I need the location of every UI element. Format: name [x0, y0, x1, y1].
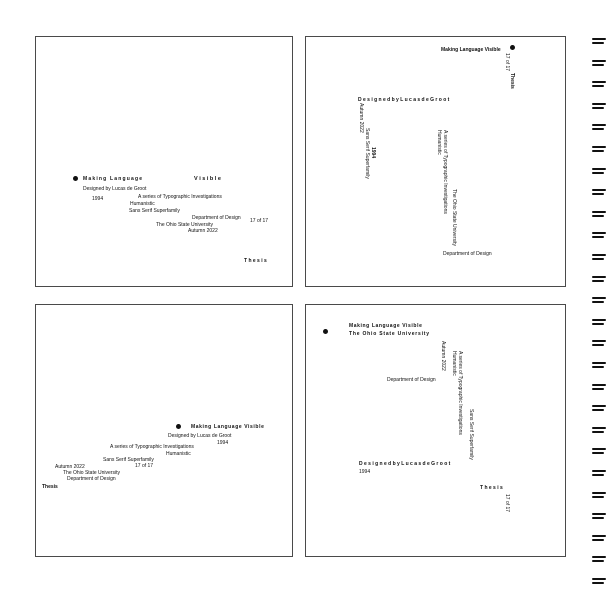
- binding-ring-icon: [592, 535, 608, 541]
- title-making-language-visible: Making Language Visible: [349, 323, 423, 329]
- university-text: The Ohio State University: [156, 222, 213, 228]
- humanistic-text: Humanistic: [130, 201, 155, 207]
- designed-by-text: D e s i g n e d b y L u c a s d e G r o o t: [358, 97, 450, 103]
- thesis-text: Thesis: [42, 484, 58, 490]
- title-making-language: Making Language: [83, 176, 144, 182]
- bullet-dot-icon: [510, 45, 515, 50]
- page-number-text: 17 of 17: [135, 463, 154, 469]
- title-making-language-visible: Making Language Visible: [441, 47, 501, 53]
- binding-ring-icon: [592, 168, 608, 174]
- layout-panel-4: [305, 304, 566, 557]
- superfamily-text: Sans Serif Superfamily: [468, 409, 474, 460]
- binding-ring-icon: [592, 276, 608, 282]
- autumn-text: Autumn 2022: [440, 341, 446, 371]
- binding-ring-icon: [592, 297, 608, 303]
- binding-ring-icon: [592, 60, 608, 66]
- layout-panel-1: [35, 36, 293, 287]
- series-text: A series of Typographic Investigations: [457, 351, 463, 435]
- layout-panel-3: [35, 304, 293, 557]
- university-text: The Ohio State University: [451, 189, 457, 246]
- binding-ring-icon: [592, 124, 608, 130]
- binding-ring-icon: [592, 38, 608, 44]
- autumn-text: Autumn 2022: [188, 228, 218, 234]
- binding-ring-icon: [592, 448, 608, 454]
- page-number-text: 17 of 17: [250, 218, 269, 224]
- page-number-text: 17 of 17: [504, 494, 510, 513]
- year-text: 1994: [370, 147, 376, 159]
- page-number-text: 17 of 17: [504, 53, 510, 72]
- binding-ring-icon: [592, 578, 608, 584]
- binding-ring-icon: [592, 189, 608, 195]
- binding-ring-icon: [592, 362, 608, 368]
- designed-by-text: Designed by Lucas de Groot: [83, 186, 147, 192]
- binding-ring-icon: [592, 513, 608, 519]
- university-text: The Ohio State University: [349, 331, 430, 337]
- autumn-text: Autumn 2022: [358, 103, 364, 133]
- university-text: The Ohio State University: [63, 470, 120, 476]
- binding-ring-icon: [592, 492, 608, 498]
- binding-ring-icon: [592, 340, 608, 346]
- superfamily-text: Sans Serif Superfamily: [364, 128, 370, 179]
- binding-ring-icon: [592, 232, 608, 238]
- bullet-dot-icon: [73, 176, 78, 181]
- designed-by-text: D e s i g n e d b y L u c a s d e G r o o t: [359, 461, 451, 467]
- binding-ring-icon: [592, 211, 608, 217]
- designed-by-text: Designed by Lucas de Groot: [168, 433, 232, 439]
- autumn-text: Autumn 2022: [55, 464, 85, 470]
- layout-panel-2: [305, 36, 566, 287]
- department-text: Department of Design: [67, 476, 116, 482]
- binding-ring-icon: [592, 81, 608, 87]
- series-text: A series of Typographic Investigations: [110, 444, 194, 450]
- thesis-text: Thesis: [509, 73, 515, 89]
- superfamily-text: Sans Serif Superfamily: [129, 208, 180, 214]
- superfamily-text: Sans Serif Superfamily: [103, 457, 154, 463]
- bullet-dot-icon: [176, 424, 181, 429]
- series-text: A series of Typographic Investigations: [138, 194, 222, 200]
- title-visible: V i s i b l e: [194, 176, 221, 182]
- department-text: Department of Design: [192, 215, 241, 221]
- humanistic-text: Humanistic: [166, 451, 191, 457]
- binding-ring-icon: [592, 103, 608, 109]
- binding-ring-icon: [592, 405, 608, 411]
- humanistic-text: Humanistic: [436, 130, 442, 155]
- department-text: Department of Design: [443, 251, 492, 257]
- binding-ring-icon: [592, 254, 608, 260]
- year-text: 1994: [92, 196, 104, 202]
- year-text: 1994: [359, 469, 371, 475]
- binding-ring-icon: [592, 470, 608, 476]
- binding-ring-icon: [592, 427, 608, 433]
- series-text: A series of Typographic Investigations: [442, 130, 448, 214]
- thesis-text: T h e s i s: [480, 485, 503, 491]
- spiral-binding: [592, 38, 612, 598]
- year-text: 1994: [217, 440, 229, 446]
- binding-ring-icon: [592, 319, 608, 325]
- bullet-dot-icon: [323, 329, 328, 334]
- binding-ring-icon: [592, 146, 608, 152]
- binding-ring-icon: [592, 384, 608, 390]
- humanistic-text: Humanistic: [451, 351, 457, 376]
- thesis-text: T h e s i s: [244, 258, 267, 264]
- department-text: Department of Design: [387, 377, 436, 383]
- binding-ring-icon: [592, 556, 608, 562]
- title-making-language-visible: Making Language Visible: [191, 424, 265, 430]
